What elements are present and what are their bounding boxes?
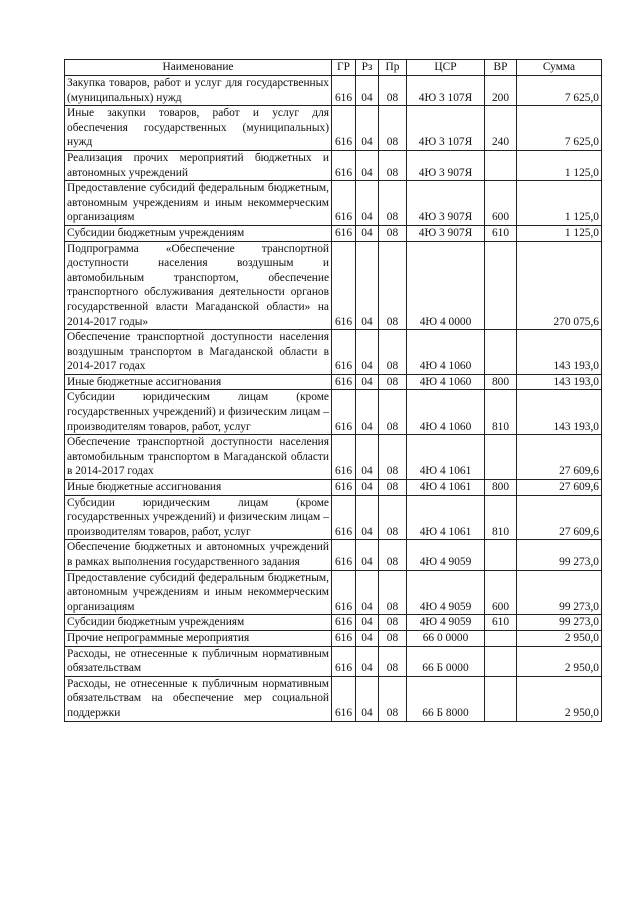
header-csr: ЦСР	[407, 60, 485, 76]
cell-csr: 4Ю 4 1061	[407, 435, 485, 480]
cell-gr: 616	[332, 630, 356, 646]
cell-pr: 08	[379, 225, 407, 241]
cell-name: Обеспечение транспортной доступности населения автомобильным транспортом в Магаданской области в 2014-2017 годах	[65, 435, 332, 480]
cell-rz: 04	[356, 540, 379, 570]
cell-csr: 4Ю 3 107Я	[407, 106, 485, 151]
cell-pr: 08	[379, 676, 407, 721]
cell-csr: 4Ю 3 107Я	[407, 76, 485, 106]
cell-rz: 04	[356, 150, 379, 180]
cell-vr: 240	[485, 106, 517, 151]
cell-csr: 4Ю 4 9059	[407, 540, 485, 570]
cell-vr	[485, 676, 517, 721]
cell-rz: 04	[356, 676, 379, 721]
cell-pr: 08	[379, 181, 407, 226]
cell-rz: 04	[356, 435, 379, 480]
cell-sum: 99 273,0	[517, 570, 602, 615]
cell-vr: 800	[485, 374, 517, 390]
cell-pr: 08	[379, 570, 407, 615]
header-vr: ВР	[485, 60, 517, 76]
cell-rz: 04	[356, 225, 379, 241]
cell-sum: 1 125,0	[517, 225, 602, 241]
cell-gr: 616	[332, 181, 356, 226]
cell-pr: 08	[379, 76, 407, 106]
table-header-row	[65, 60, 602, 76]
cell-sum: 27 609,6	[517, 480, 602, 496]
cell-gr: 616	[332, 646, 356, 676]
cell-gr: 616	[332, 615, 356, 631]
cell-gr: 616	[332, 225, 356, 241]
table-row	[65, 150, 602, 180]
cell-csr: 4Ю 3 907Я	[407, 225, 485, 241]
cell-name: Предоставление субсидий федеральным бюджетным, автономным учреждениям и иным некоммерческим организациям	[65, 181, 332, 226]
cell-gr: 616	[332, 480, 356, 496]
cell-name: Предоставление субсидий федеральным бюджетным, автономным учреждениям и иным некоммерческим организациям	[65, 570, 332, 615]
table-row	[65, 540, 602, 570]
cell-pr: 08	[379, 540, 407, 570]
cell-rz: 04	[356, 480, 379, 496]
cell-rz: 04	[356, 374, 379, 390]
cell-vr	[485, 646, 517, 676]
cell-pr: 08	[379, 150, 407, 180]
cell-vr	[485, 150, 517, 180]
cell-sum: 7 625,0	[517, 106, 602, 151]
cell-csr: 4Ю 3 907Я	[407, 181, 485, 226]
cell-name: Субсидии бюджетным учреждениям	[65, 225, 332, 241]
cell-rz: 04	[356, 390, 379, 435]
cell-csr: 4Ю 4 0000	[407, 241, 485, 330]
table-row	[65, 225, 602, 241]
cell-pr: 08	[379, 241, 407, 330]
table-row	[65, 615, 602, 631]
cell-name: Субсидии юридическим лицам (кроме государственных учреждений) и физическим лицам – производителям товаров, работ, услуг	[65, 495, 332, 540]
cell-gr: 616	[332, 76, 356, 106]
cell-vr: 810	[485, 495, 517, 540]
cell-csr: 4Ю 4 9059	[407, 615, 485, 631]
cell-vr: 810	[485, 390, 517, 435]
cell-csr: 66 Б 8000	[407, 676, 485, 721]
cell-pr: 08	[379, 435, 407, 480]
cell-pr: 08	[379, 615, 407, 631]
cell-name: Иные закупки товаров, работ и услуг для обеспечения государственных (муниципальных) нужд	[65, 106, 332, 151]
cell-csr: 4Ю 4 1060	[407, 330, 485, 375]
cell-sum: 270 075,6	[517, 241, 602, 330]
cell-name: Обеспечение бюджетных и автономных учреждений в рамках выполнения государственного задания	[65, 540, 332, 570]
cell-gr: 616	[332, 540, 356, 570]
cell-sum: 2 950,0	[517, 676, 602, 721]
cell-sum: 1 125,0	[517, 181, 602, 226]
table-row	[65, 106, 602, 151]
cell-sum: 1 125,0	[517, 150, 602, 180]
cell-sum: 2 950,0	[517, 630, 602, 646]
cell-csr: 4Ю 4 9059	[407, 570, 485, 615]
header-name: Наименование	[65, 60, 332, 76]
table-row	[65, 435, 602, 480]
cell-pr: 08	[379, 630, 407, 646]
table-row	[65, 374, 602, 390]
cell-rz: 04	[356, 615, 379, 631]
cell-csr: 66 0 0000	[407, 630, 485, 646]
cell-rz: 04	[356, 495, 379, 540]
document-page	[64, 59, 601, 722]
cell-sum: 143 193,0	[517, 390, 602, 435]
cell-csr: 4Ю 4 1060	[407, 390, 485, 435]
cell-name: Реализация прочих мероприятий бюджетных и автономных учреждений	[65, 150, 332, 180]
table-row	[65, 390, 602, 435]
header-rz: Рз	[356, 60, 379, 76]
cell-pr: 08	[379, 330, 407, 375]
cell-rz: 04	[356, 106, 379, 151]
cell-vr: 200	[485, 76, 517, 106]
cell-sum: 143 193,0	[517, 374, 602, 390]
header-pr: Пр	[379, 60, 407, 76]
cell-sum: 7 625,0	[517, 76, 602, 106]
cell-vr	[485, 241, 517, 330]
cell-name: Расходы, не отнесенные к публичным нормативным обязательствам	[65, 646, 332, 676]
cell-sum: 99 273,0	[517, 615, 602, 631]
cell-vr	[485, 540, 517, 570]
cell-csr: 4Ю 3 907Я	[407, 150, 485, 180]
cell-name: Иные бюджетные ассигнования	[65, 480, 332, 496]
header-sum: Сумма	[517, 60, 602, 76]
cell-name: Субсидии юридическим лицам (кроме государственных учреждений) и физическим лицам – производителям товаров, работ, услуг	[65, 390, 332, 435]
cell-gr: 616	[332, 390, 356, 435]
table-row	[65, 646, 602, 676]
budget-table	[64, 59, 602, 722]
cell-rz: 04	[356, 181, 379, 226]
cell-name: Иные бюджетные ассигнования	[65, 374, 332, 390]
cell-gr: 616	[332, 676, 356, 721]
cell-gr: 616	[332, 435, 356, 480]
cell-vr	[485, 630, 517, 646]
table-row	[65, 241, 602, 330]
cell-rz: 04	[356, 646, 379, 676]
cell-csr: 4Ю 4 1061	[407, 480, 485, 496]
table-row	[65, 676, 602, 721]
table-row	[65, 330, 602, 375]
cell-vr: 600	[485, 181, 517, 226]
cell-rz: 04	[356, 330, 379, 375]
cell-gr: 616	[332, 374, 356, 390]
cell-vr	[485, 435, 517, 480]
cell-pr: 08	[379, 480, 407, 496]
cell-vr: 600	[485, 570, 517, 615]
table-row	[65, 495, 602, 540]
cell-gr: 616	[332, 330, 356, 375]
cell-vr: 610	[485, 225, 517, 241]
cell-gr: 616	[332, 241, 356, 330]
cell-csr: 66 Б 0000	[407, 646, 485, 676]
cell-vr: 800	[485, 480, 517, 496]
cell-rz: 04	[356, 76, 379, 106]
cell-rz: 04	[356, 630, 379, 646]
table-row	[65, 570, 602, 615]
cell-rz: 04	[356, 570, 379, 615]
cell-sum: 143 193,0	[517, 330, 602, 375]
cell-name: Закупка товаров, работ и услуг для государственных (муниципальных) нужд	[65, 76, 332, 106]
cell-rz: 04	[356, 241, 379, 330]
cell-sum: 27 609,6	[517, 495, 602, 540]
cell-name: Обеспечение транспортной доступности населения воздушным транспортом в Магаданской области в 2014-2017 годах	[65, 330, 332, 375]
cell-pr: 08	[379, 106, 407, 151]
cell-gr: 616	[332, 495, 356, 540]
header-gr: ГР	[332, 60, 356, 76]
cell-vr: 610	[485, 615, 517, 631]
cell-name: Субсидии бюджетным учреждениям	[65, 615, 332, 631]
table-row	[65, 480, 602, 496]
cell-pr: 08	[379, 495, 407, 540]
table-row	[65, 630, 602, 646]
cell-csr: 4Ю 4 1060	[407, 374, 485, 390]
cell-pr: 08	[379, 374, 407, 390]
cell-name: Подпрограмма «Обеспечение транспортной доступности населения воздушным и автомобильным транспортом, обеспечение транспортного обслуживания деятельности органов государственной власти Магаданской области» на 2014-2017 годы»	[65, 241, 332, 330]
cell-gr: 616	[332, 150, 356, 180]
cell-vr	[485, 330, 517, 375]
cell-name: Прочие непрограммные мероприятия	[65, 630, 332, 646]
cell-pr: 08	[379, 646, 407, 676]
table-row	[65, 76, 602, 106]
cell-gr: 616	[332, 106, 356, 151]
table-row	[65, 181, 602, 226]
cell-sum: 99 273,0	[517, 540, 602, 570]
cell-gr: 616	[332, 570, 356, 615]
cell-sum: 2 950,0	[517, 646, 602, 676]
cell-csr: 4Ю 4 1061	[407, 495, 485, 540]
cell-name: Расходы, не отнесенные к публичным нормативным обязательствам на обеспечение мер социальной поддержки	[65, 676, 332, 721]
cell-pr: 08	[379, 390, 407, 435]
cell-sum: 27 609,6	[517, 435, 602, 480]
